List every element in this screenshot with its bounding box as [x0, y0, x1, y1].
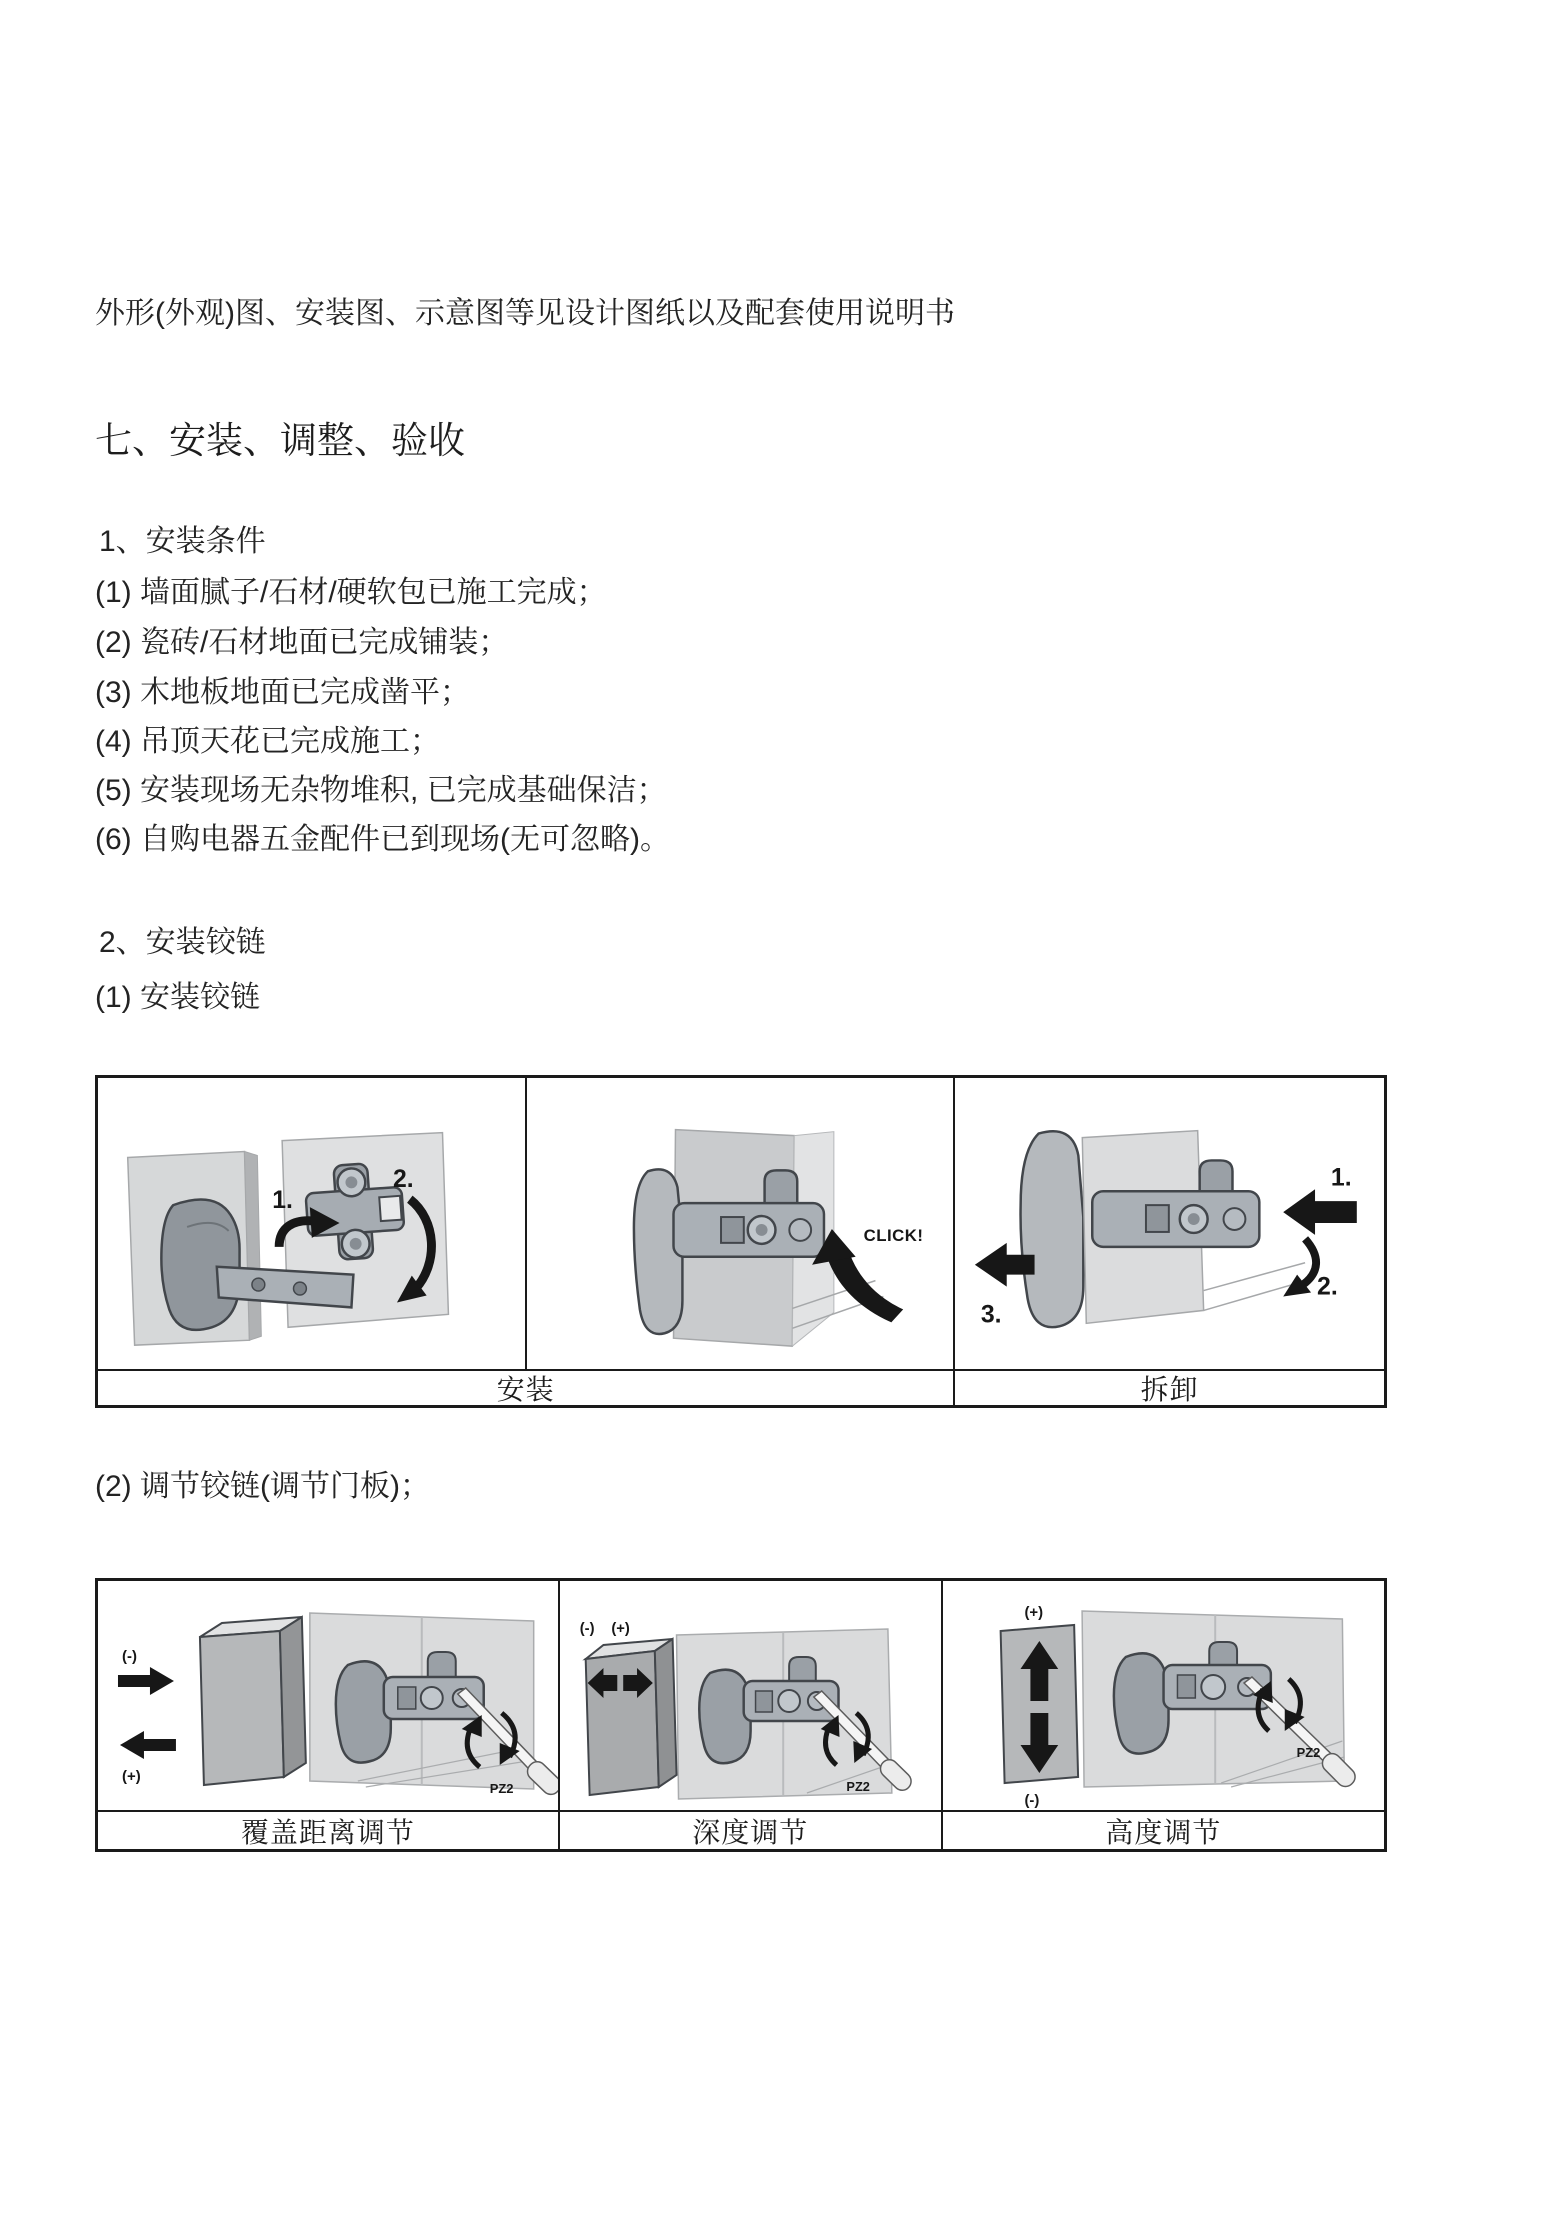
intro-text: 外形(外观)图、安装图、示意图等见设计图纸以及配套使用说明书 [95, 297, 955, 330]
arrow-left-icon [120, 1731, 176, 1759]
step-1-label: 1. [272, 1187, 293, 1215]
figure-adjust-caption-row [98, 1812, 1384, 1850]
plus-label: (+) [1024, 1603, 1043, 1622]
figure-install-caption-row [98, 1371, 1384, 1405]
driver-type-label: PZ2 [846, 1778, 870, 1795]
plus-label: (+) [611, 1620, 630, 1638]
condition-item-2: (2) 瓷砖/石材地面已完成铺装； [95, 626, 509, 659]
plus-label: (+) [121, 1767, 141, 1786]
figure-adjust-image-row [98, 1581, 1384, 1812]
figure-install-caption-remove: 拆卸 [1140, 1374, 1199, 1405]
driver-type-label: PZ2 [1296, 1744, 1321, 1761]
figure-adjust-caption-depth: 深度调节 [560, 1812, 943, 1850]
click-label: CLICK! [863, 1225, 924, 1245]
driver-type-label: PZ2 [489, 1780, 514, 1797]
minus-label: (-) [579, 1620, 595, 1638]
condition-item-4: (4) 吊顶天花已完成施工； [95, 725, 440, 758]
hinge-attach-illustration [98, 1078, 525, 1369]
install-conditions-title: 1、安装条件 [99, 525, 266, 558]
remove-step-3-label: 3. [981, 1301, 1002, 1329]
minus-label: (-) [1024, 1791, 1040, 1810]
condition-item-5: (5) 安装现场无杂物堆积, 已完成基础保洁； [95, 774, 667, 807]
figure-adjust-caption-height: 高度调节 [1105, 1817, 1222, 1848]
minus-label: (-) [121, 1647, 137, 1666]
step-2-label: 2. [392, 1166, 414, 1194]
depth-adjust-illustration [560, 1581, 941, 1810]
figure-install-panel-remove [955, 1078, 1384, 1369]
figure-adjust-panel-depth [560, 1581, 943, 1810]
coverage-adjust-illustration [98, 1581, 558, 1810]
remove-step-2-curved-arrow-icon [1303, 1239, 1316, 1285]
hinge-section-title: 2、安装铰链 [99, 926, 266, 959]
condition-item-1: (1) 墙面腻子/石材/硬软包已施工完成； [95, 576, 607, 609]
figure-install-image-row [98, 1078, 1384, 1371]
hinge-remove-illustration [955, 1078, 1384, 1369]
hinge-step1-label: (1) 安装铰链 [95, 981, 260, 1014]
hinge-step2-label: (2) 调节铰链(调节门板)； [95, 1470, 430, 1503]
condition-item-6: (6) 自购电器五金配件已到现场(无可忽略)。 [95, 823, 670, 856]
figure-adjust-panel-height [943, 1581, 1384, 1810]
figure-adjust-table [95, 1578, 1387, 1852]
height-adjust-illustration [943, 1581, 1384, 1810]
figure-install-caption-install: 安装 [98, 1371, 955, 1405]
remove-step-1-arrow-icon [1284, 1189, 1358, 1235]
section-heading: 七、安装、调整、验收 [95, 420, 465, 461]
figure-install-table [95, 1075, 1387, 1408]
figure-adjust-panel-coverage [98, 1581, 560, 1810]
condition-item-3: (3) 木地板地面已完成凿平； [95, 676, 470, 709]
arrow-right-icon [118, 1667, 174, 1695]
remove-step-1-label: 1. [1331, 1164, 1352, 1192]
hinge-click-illustration [527, 1078, 954, 1369]
figure-install-panel-attach [98, 1078, 527, 1369]
figure-adjust-caption-coverage: 覆盖距离调节 [98, 1812, 560, 1850]
remove-step-2-label: 2. [1317, 1273, 1339, 1301]
figure-install-panel-click [527, 1078, 956, 1369]
